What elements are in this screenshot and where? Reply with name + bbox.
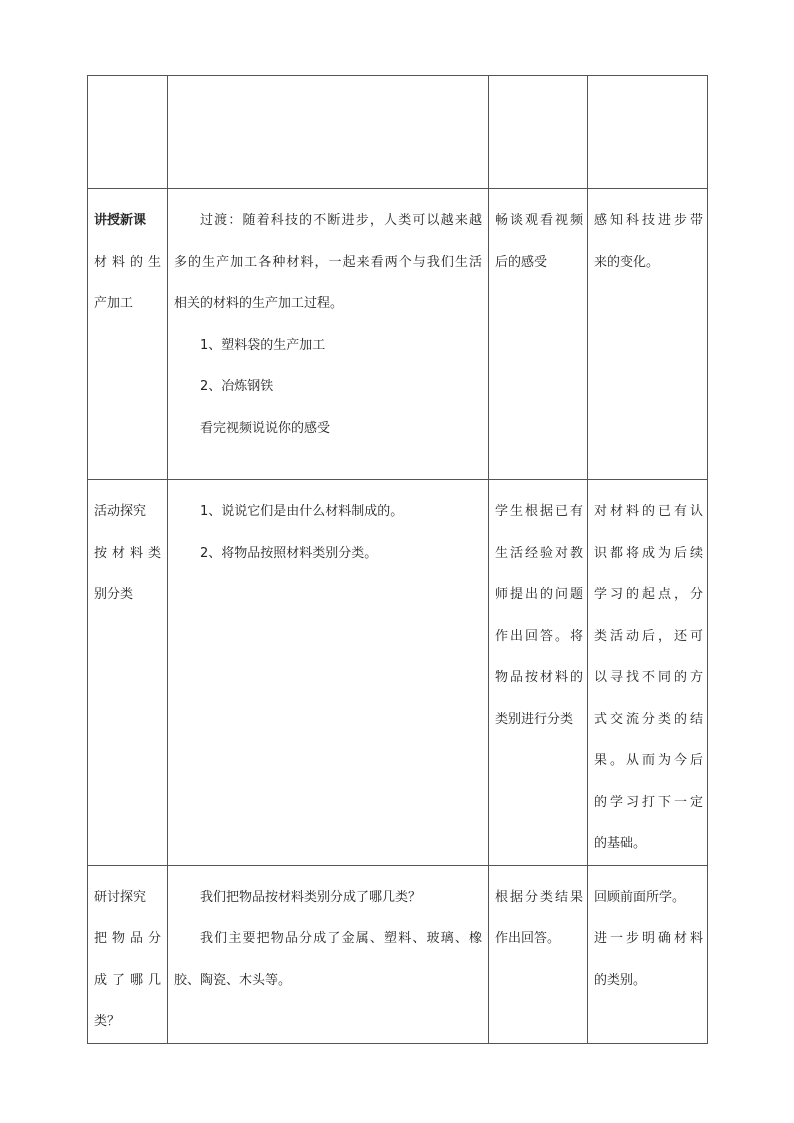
stage-label: 活动探究 <box>94 504 147 519</box>
teacher-activity-line: 看完视频说说你的感受 <box>200 420 331 436</box>
design-intent-line: 识都将成为后续 <box>594 545 703 561</box>
student-activity-line: 畅谈观看视频 <box>495 213 583 228</box>
stage-subtitle-line: 别分类 <box>94 587 134 602</box>
stage-subtitle-line: 类？ <box>94 1014 121 1029</box>
student-activity-line: 根据分类结果 <box>495 889 583 905</box>
table-cell <box>588 865 708 1043</box>
table-cell <box>489 189 588 480</box>
table-cell <box>489 76 588 189</box>
design-intent-line: 的基础。 <box>594 836 647 851</box>
design-intent-line: 以寻找不同的方 <box>594 670 703 685</box>
teacher-activity-line: 过渡：随着科技的不断进步，人类可以越来越 <box>200 213 482 228</box>
lesson-plan-table <box>87 75 708 1044</box>
table-cell <box>489 865 588 1043</box>
table-cell <box>88 189 168 480</box>
design-intent-line: 类活动后，还可 <box>594 628 703 644</box>
teacher-activity-line: 我们主要把物品分成了金属、塑料、玻璃、橡 <box>200 931 482 946</box>
table-row <box>88 76 708 189</box>
table-row <box>88 865 708 1043</box>
student-activity-line: 师提出的问题 <box>495 587 583 602</box>
table-cell <box>88 865 168 1043</box>
design-intent-line: 感知科技进步带 <box>594 213 703 228</box>
design-intent-line: 果。从而为今后 <box>594 753 703 768</box>
student-activity-line: 作出回答。 <box>495 931 561 946</box>
table-cell <box>168 76 489 189</box>
stage-label: 讲授新课 <box>94 213 147 228</box>
student-activity-line: 后的感受 <box>495 254 548 270</box>
stage-subtitle-line: 把物品分 <box>94 931 161 946</box>
stage-subtitle-line: 材料的生 <box>94 254 161 270</box>
table-row <box>88 480 708 866</box>
student-activity-line: 生活经验对教 <box>495 545 583 561</box>
teacher-activity-line: 胶、陶瓷、木头等。 <box>174 972 292 988</box>
table-cell <box>588 189 708 480</box>
student-activity-line: 物品按材料的 <box>495 670 583 685</box>
design-intent-line: 学习的起点，分 <box>594 587 703 602</box>
design-intent-line: 的类别。 <box>594 972 647 988</box>
table-cell <box>168 480 489 866</box>
design-intent-line: 来的变化。 <box>594 254 660 270</box>
stage-subtitle-line: 成了哪几 <box>94 972 161 988</box>
stage-subtitle-line: 按材料类 <box>94 545 161 561</box>
design-intent-line: 回顾前面所学。 <box>594 889 686 905</box>
teacher-activity-line: 1、塑料袋的生产加工 <box>200 337 326 353</box>
table-cell <box>588 76 708 189</box>
table-cell <box>88 480 168 866</box>
table-cell <box>588 480 708 866</box>
teacher-activity-line: 1、说说它们是由什么材料制成的。 <box>200 504 404 519</box>
table-cell <box>168 865 489 1043</box>
student-activity-line: 作出回答。将 <box>495 628 583 644</box>
design-intent-line: 式交流分类的结 <box>594 711 703 727</box>
design-intent-line: 进一步明确材料 <box>594 931 703 946</box>
student-activity-line: 类别进行分类 <box>495 711 574 727</box>
teacher-activity-line: 多的生产加工各种材料，一起来看两个与我们生活 <box>174 254 482 270</box>
table-cell <box>168 189 489 480</box>
table-cell <box>489 480 588 866</box>
design-intent-line: 的学习打下一定 <box>594 794 703 810</box>
teacher-activity-line: 2、将物品按照材料类别分类。 <box>200 545 378 561</box>
table-cell <box>88 76 168 189</box>
teacher-activity-line: 相关的材料的生产加工过程。 <box>174 296 344 311</box>
teacher-activity-line: 2、冶炼钢铁 <box>200 379 274 394</box>
teacher-activity-line: 我们把物品按材料类别分成了哪几类？ <box>200 889 422 905</box>
stage-label: 研讨探究 <box>94 889 147 905</box>
stage-subtitle-line: 产加工 <box>94 296 134 311</box>
design-intent-line: 对材料的已有认 <box>594 504 703 519</box>
table-row <box>88 189 708 480</box>
student-activity-line: 学生根据已有 <box>495 504 583 519</box>
